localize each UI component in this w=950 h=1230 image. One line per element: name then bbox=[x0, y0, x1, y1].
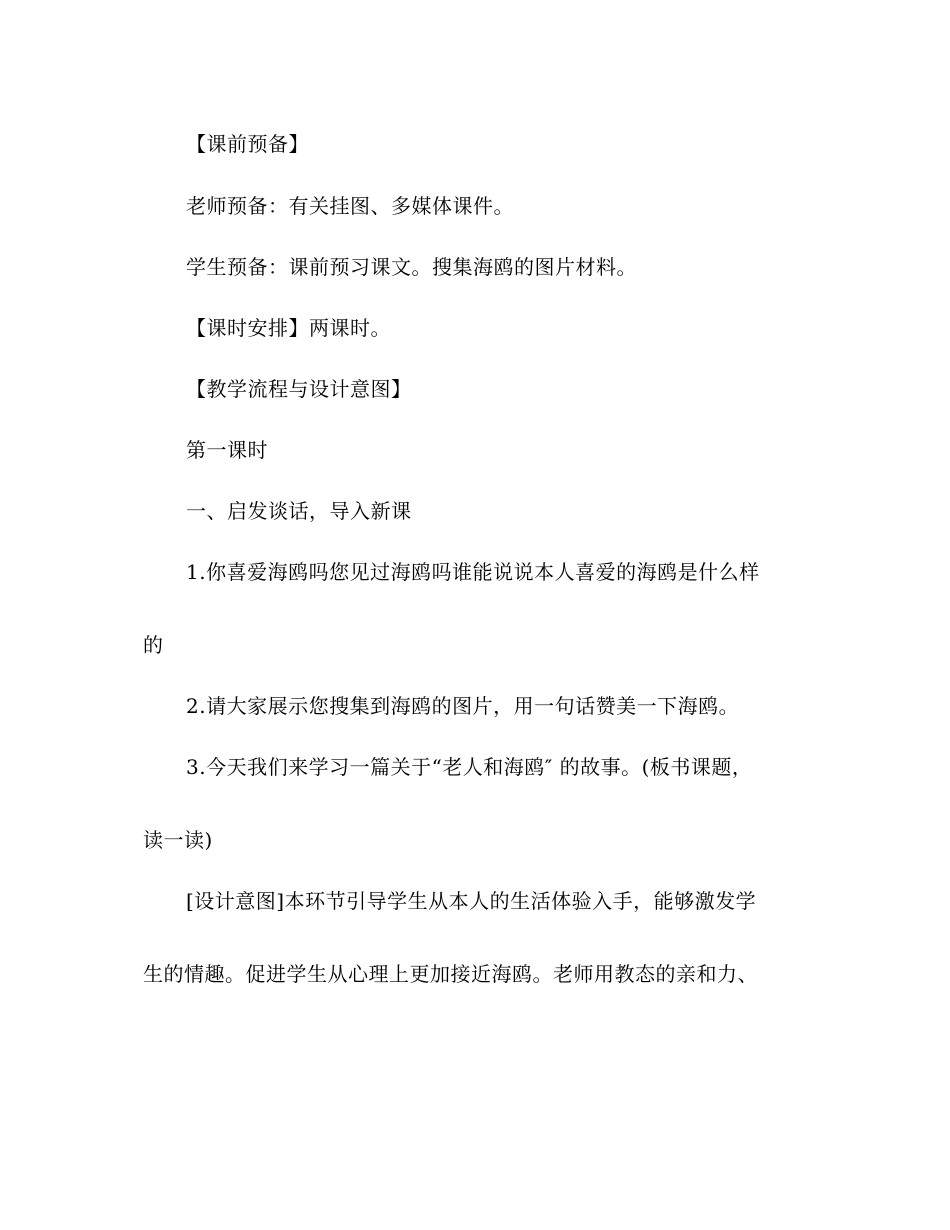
design-intent-line: 生的情趣。促进学生从心理上更加接近海鸥。老师用教态的亲和力、 bbox=[143, 962, 758, 986]
design-intent-line: [设计意图]本环节引导学生从本人的生活体验入手，能够激发学 bbox=[186, 889, 757, 913]
lesson-title: 第一课时 bbox=[186, 438, 268, 462]
paragraph-line: 读一读) bbox=[143, 828, 213, 852]
step-heading: 一、启发谈话，导入新课 bbox=[186, 499, 412, 523]
student-preparation-line: 学生预备：课前预习课文。搜集海鸥的图片材料。 bbox=[186, 255, 637, 279]
section-heading-process: 【教学流程与设计意图】 bbox=[186, 377, 412, 401]
paragraph-line: 的 bbox=[143, 633, 164, 657]
section-heading-preparation: 【课前预备】 bbox=[186, 132, 309, 156]
paragraph-line: 2.请大家展示您搜集到海鸥的图片，用一句话赞美一下海鸥。 bbox=[186, 694, 740, 718]
paragraph-line: 3.今天我们来学习一篇关于“老人和海鸥″ 的故事。(板书课题， bbox=[186, 755, 753, 779]
schedule-line: 【课时安排】两课时。 bbox=[186, 316, 391, 340]
paragraph-line: 1.你喜爱海鸥吗您见过海鸥吗谁能说说本人喜爱的海鸥是什么样 bbox=[186, 560, 760, 584]
teacher-preparation-line: 老师预备：有关挂图、多媒体课件。 bbox=[186, 194, 514, 218]
